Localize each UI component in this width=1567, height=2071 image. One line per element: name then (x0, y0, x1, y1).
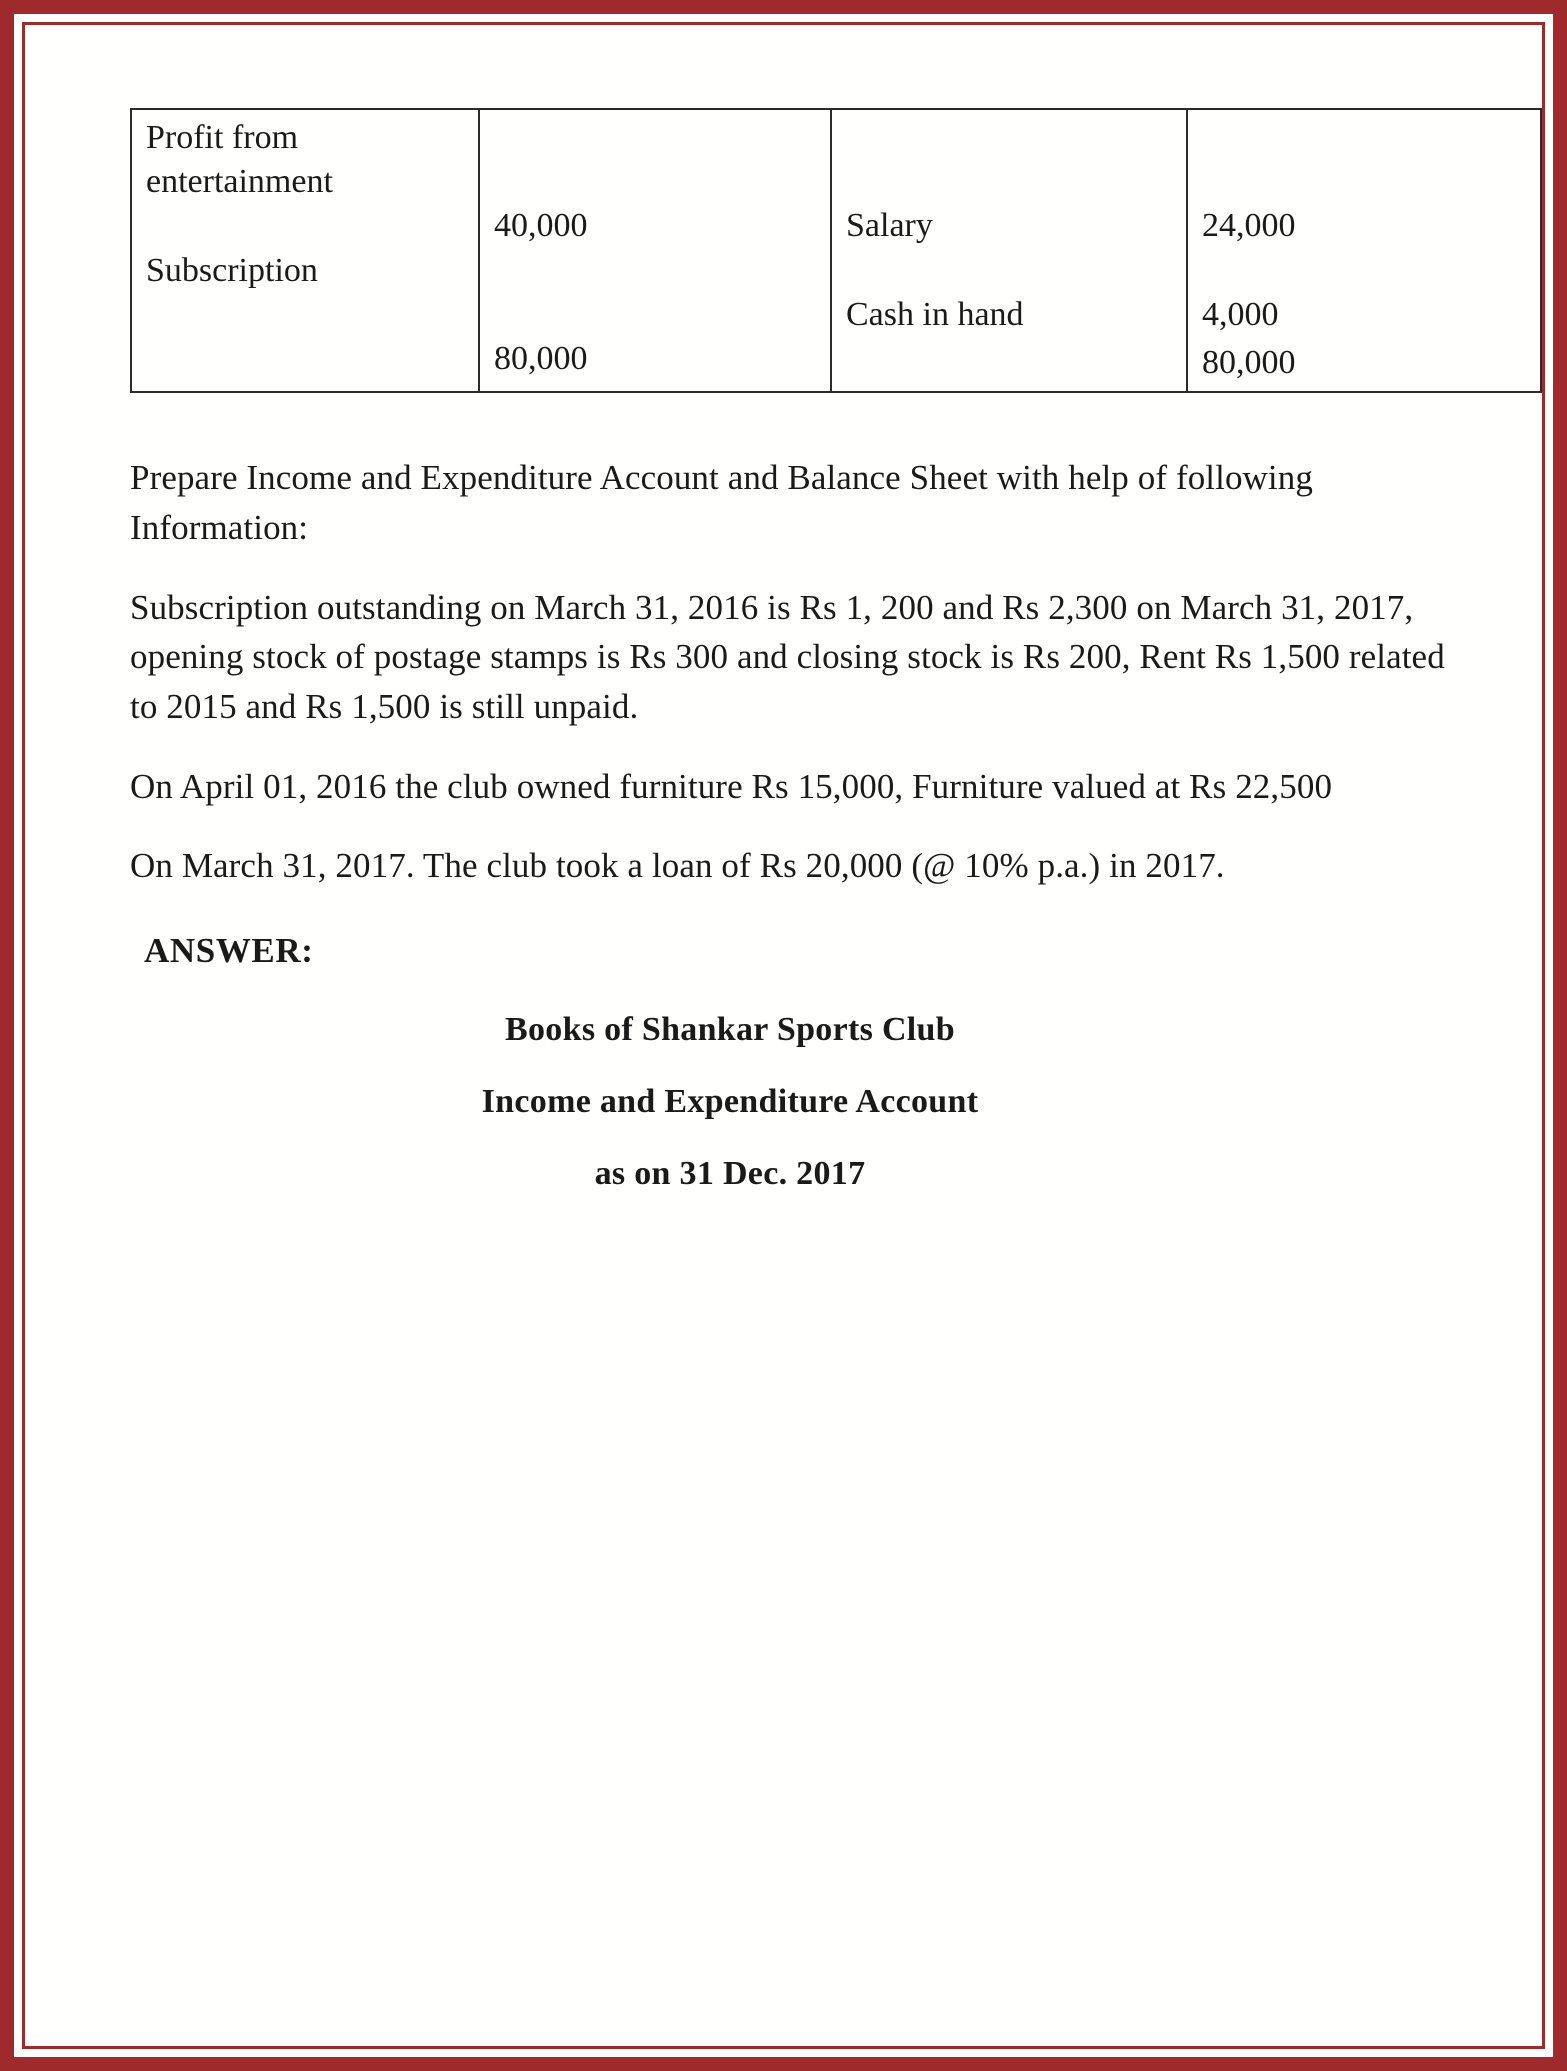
left-particular-line-2: entertainment (146, 163, 333, 201)
right-amount-spacer-2 (1202, 160, 1528, 204)
left-amount-value-1: 40,000 (494, 207, 588, 245)
cell-left-amounts (479, 109, 831, 392)
right-particular-line-1: Salary (846, 207, 933, 245)
right-particular-line-2: Cash in hand (846, 295, 1024, 333)
instruction-paragraph: Prepare Income and Expenditure Account and Balance Sheet with help of following Information: (130, 458, 1313, 547)
answer-label: ANSWER: (144, 930, 314, 970)
right-particular-spacer-3 (846, 249, 1174, 293)
answer-headings (130, 1010, 1330, 1192)
heading-as-on-date: as on 31 Dec. 2017 (594, 1154, 866, 1192)
right-amount-spacer-3 (1202, 249, 1528, 293)
heading-account-name: Income and Expenditure Account (481, 1082, 979, 1120)
left-particular-line-3: Subscription (146, 251, 318, 289)
information-paragraph-loan: On March 31, 2017. The club took a loan of Rs 20,000 (@ 10% p.a.) in 2017. (130, 846, 1225, 886)
left-particular-spacer-3 (146, 337, 466, 381)
left-amount-spacer-3 (494, 249, 818, 293)
left-amount-spacer-2 (494, 160, 818, 204)
left-particular-line-1: Profit from (146, 119, 299, 156)
cell-right-particulars (831, 109, 1187, 392)
right-particular-spacer-1 (846, 116, 1174, 160)
left-amount-spacer-4 (494, 293, 818, 337)
left-particular-spacer-1 (146, 204, 466, 248)
left-amount-total: 80,000 (494, 339, 588, 377)
cell-left-particulars (131, 109, 479, 392)
right-amount-total: 80,000 (1202, 343, 1296, 381)
page-sheet (26, 26, 1541, 2045)
left-amount-spacer-1 (494, 116, 818, 160)
right-particular-spacer-2 (846, 160, 1174, 204)
right-amount-spacer-1 (1202, 116, 1528, 160)
right-particular-spacer-4 (846, 337, 1174, 381)
left-particular-spacer-2 (146, 293, 466, 337)
information-paragraph-furniture: On April 01, 2016 the club owned furniture Rs 15,000, Furniture valued at Rs 22,500 (130, 766, 1333, 806)
receipts-and-payments-table (130, 108, 1542, 393)
right-amount-value-1: 24,000 (1202, 207, 1296, 245)
right-amount-value-2: 4,000 (1202, 295, 1279, 333)
table-row (131, 109, 1541, 392)
information-paragraph-subscription: Subscription outstanding on March 31, 2016 is Rs 1, 200 and Rs 2,300 on March 31, 2017, opening stock of postage stamps is Rs 300 and closing stock is Rs 200, Rent Rs 1,500 related to 2015 and Rs 1,500 is still unpaid. (130, 587, 1445, 726)
heading-books-of: Books of Shankar Sports Club (505, 1010, 955, 1048)
document-content (130, 108, 1450, 1191)
cell-right-amounts (1187, 109, 1541, 392)
